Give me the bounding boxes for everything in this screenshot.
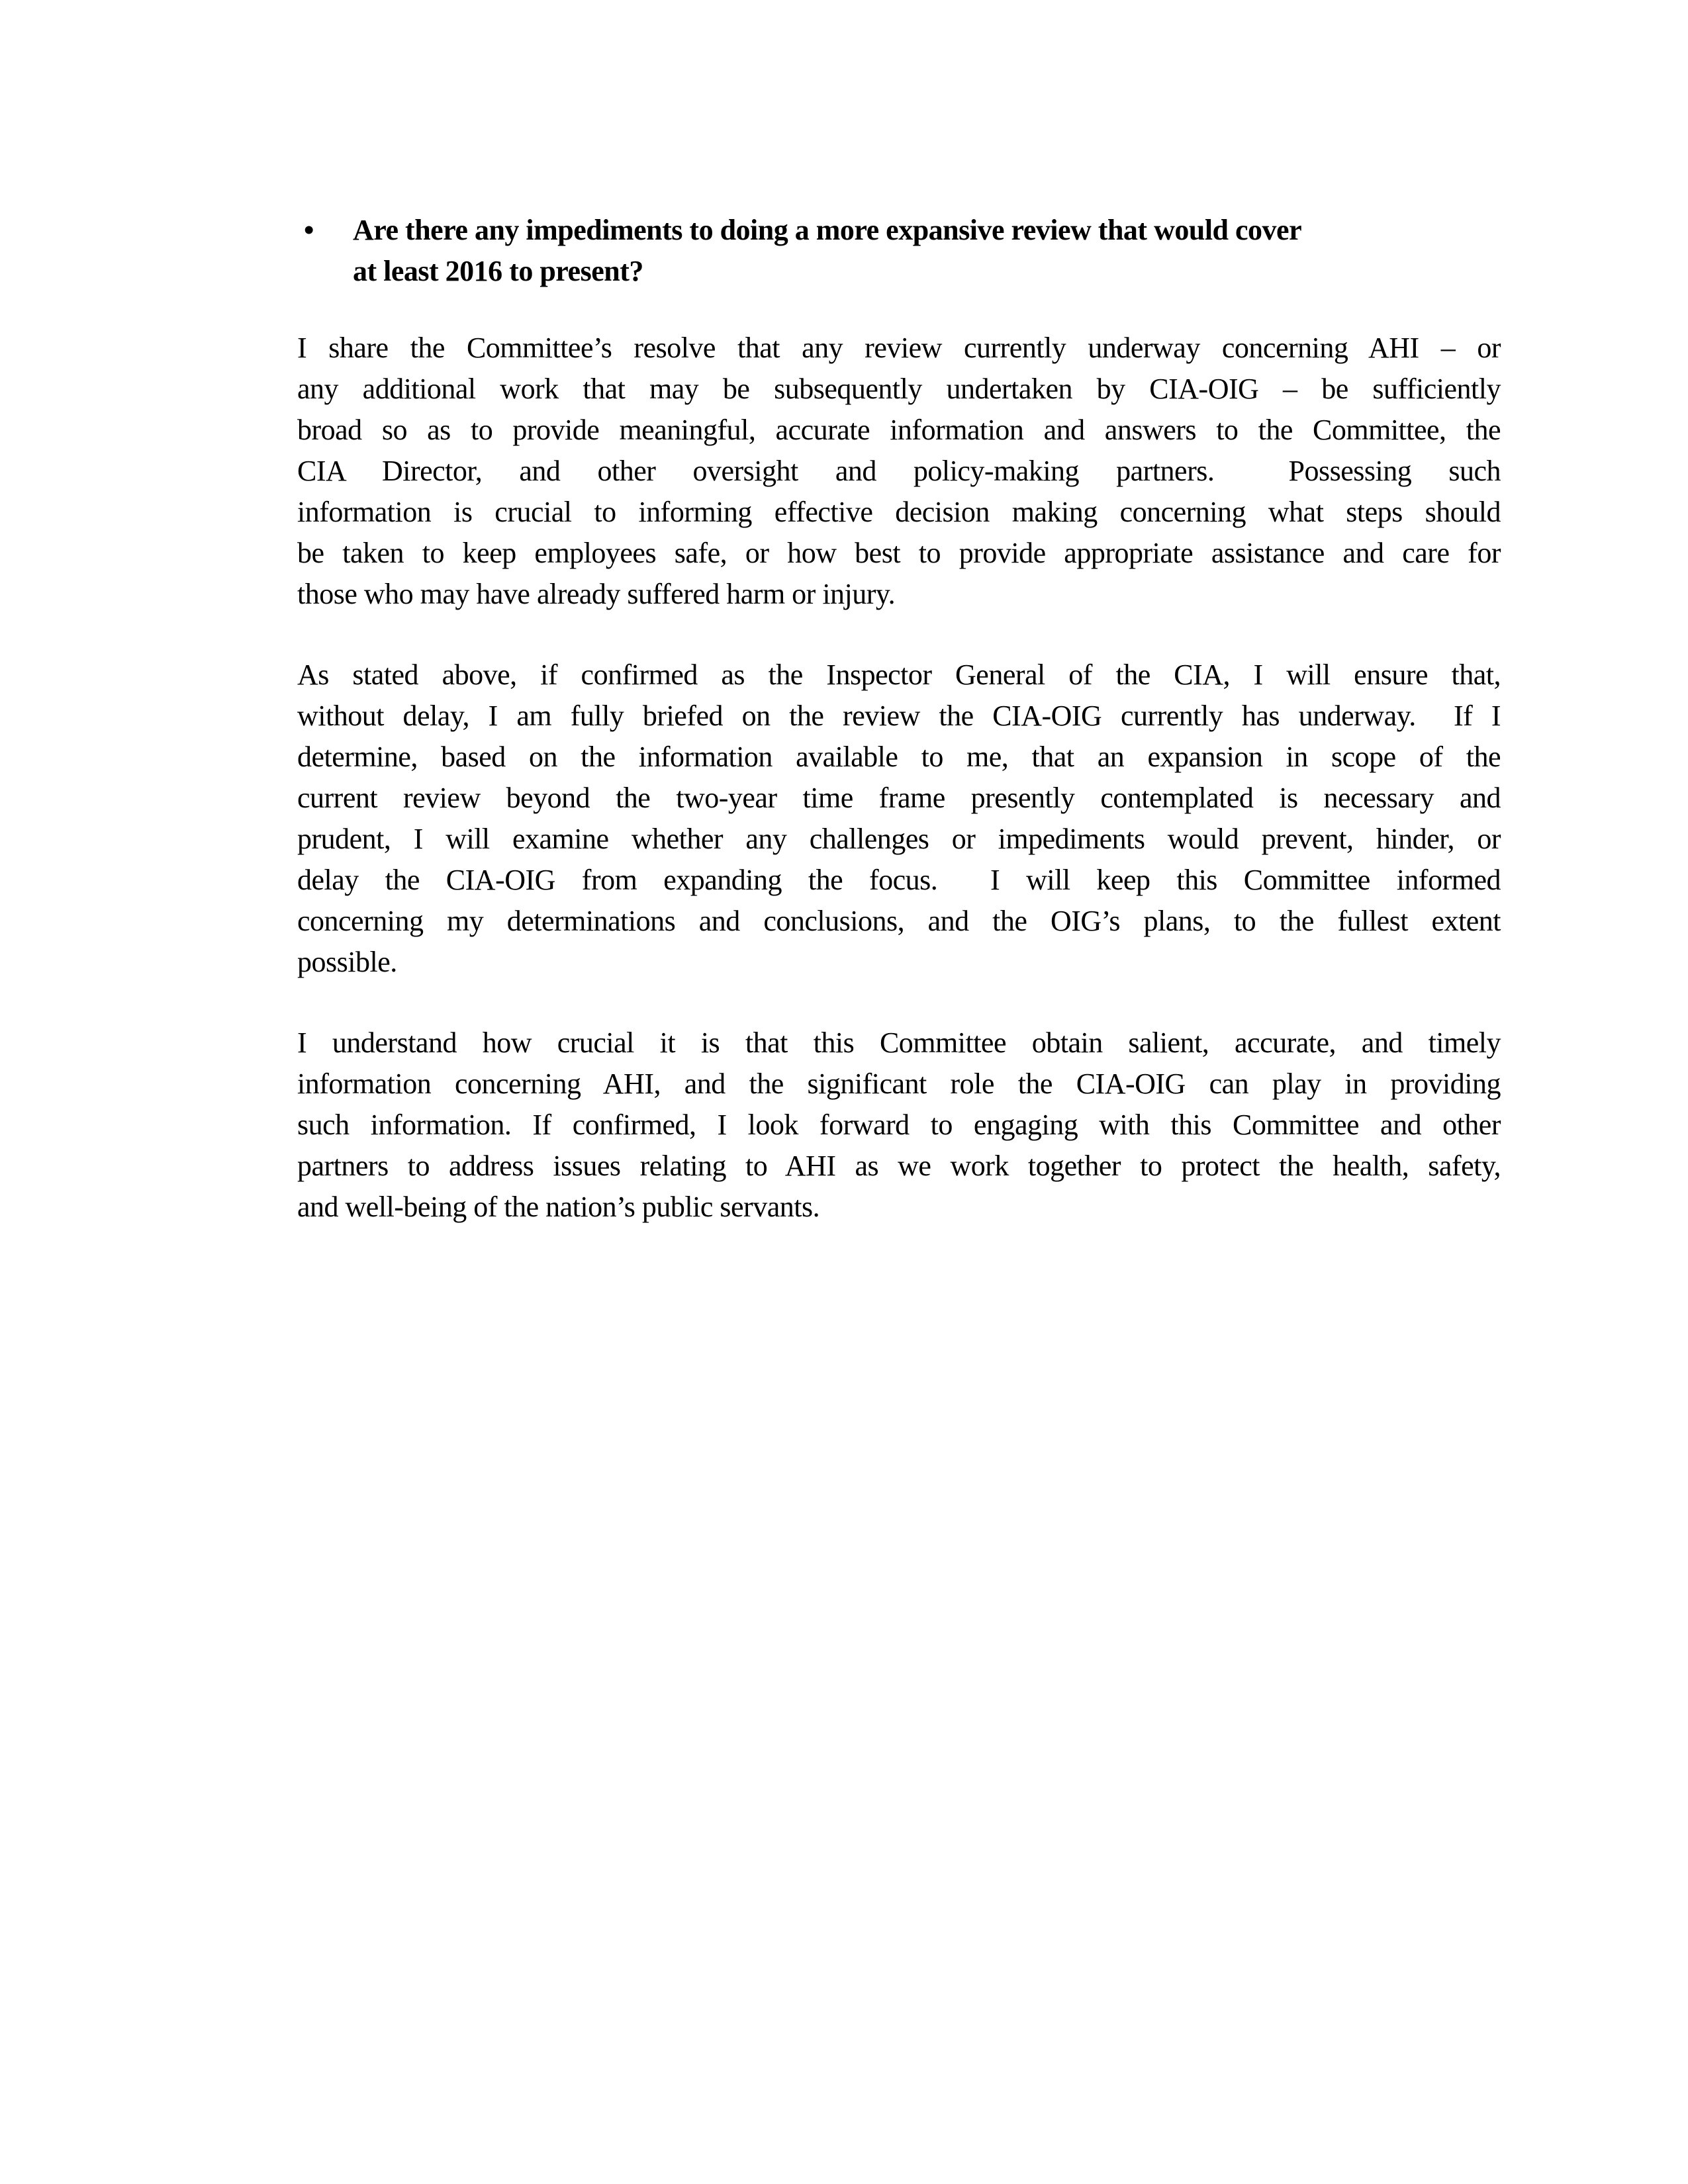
text-line: information is crucial to informing effective decision making concerning what steps should: [297, 496, 1501, 528]
text-line: I understand how crucial it is that this Committee obtain salient, accurate, and timely: [297, 1026, 1501, 1059]
text-line: at least 2016 to present?: [353, 255, 643, 287]
text-line: Are there any impediments to doing a more expansive review that would cover: [353, 214, 1302, 246]
text-line: current review beyond the two-year time frame presently contemplated is necessary and: [297, 782, 1501, 814]
text-line: any additional work that may be subsequently undertaken by CIA-OIG – be sufficiently: [297, 373, 1501, 405]
text-line: determine, based on the information available to me, that an expansion in scope of the: [297, 741, 1501, 773]
text-line: those who may have already suffered harm or injury.: [297, 578, 896, 610]
text-line: be taken to keep employees safe, or how best to provide appropriate assistance and care for: [297, 537, 1501, 569]
text-line: information concerning AHI, and the significant role the CIA-OIG can play in providing: [297, 1068, 1501, 1100]
paragraph-understand-how-crucial: [297, 1023, 1501, 1228]
text-line: partners to address issues relating to AHI as we work together to protect the health, safety,: [297, 1150, 1501, 1182]
text-line: CIA Director, and other oversight and policy-making partners. Possessing such: [297, 455, 1501, 487]
text-line: possible.: [297, 946, 397, 978]
text-line: such information. If confirmed, I look forward to engaging with this Committee and other: [297, 1109, 1501, 1141]
bullet-question-text: [353, 210, 1501, 292]
bullet-marker: •: [304, 214, 314, 246]
text-line: without delay, I am fully briefed on the review the CIA-OIG currently has underway. If I: [297, 700, 1501, 732]
text-line: prudent, I will examine whether any challenges or impediments would prevent, hinder, or: [297, 823, 1501, 855]
text-line: As stated above, if confirmed as the Inspector General of the CIA, I will ensure that,: [297, 659, 1501, 691]
text-line: concerning my determinations and conclusions, and the OIG’s plans, to the fullest extent: [297, 905, 1501, 937]
text-line: broad so as to provide meaningful, accurate information and answers to the Committee, the: [297, 414, 1501, 446]
paragraph-share-committees-resolve: [297, 328, 1501, 615]
paragraph-as-stated-above: [297, 655, 1501, 983]
bullet-question: [297, 210, 1501, 292]
text-line: I share the Committee’s resolve that any review currently underway concerning AHI – or: [297, 332, 1501, 364]
text-line: delay the CIA-OIG from expanding the focus. I will keep this Committee informed: [297, 864, 1501, 896]
text-line: and well-being of the nation’s public servants.: [297, 1191, 820, 1223]
